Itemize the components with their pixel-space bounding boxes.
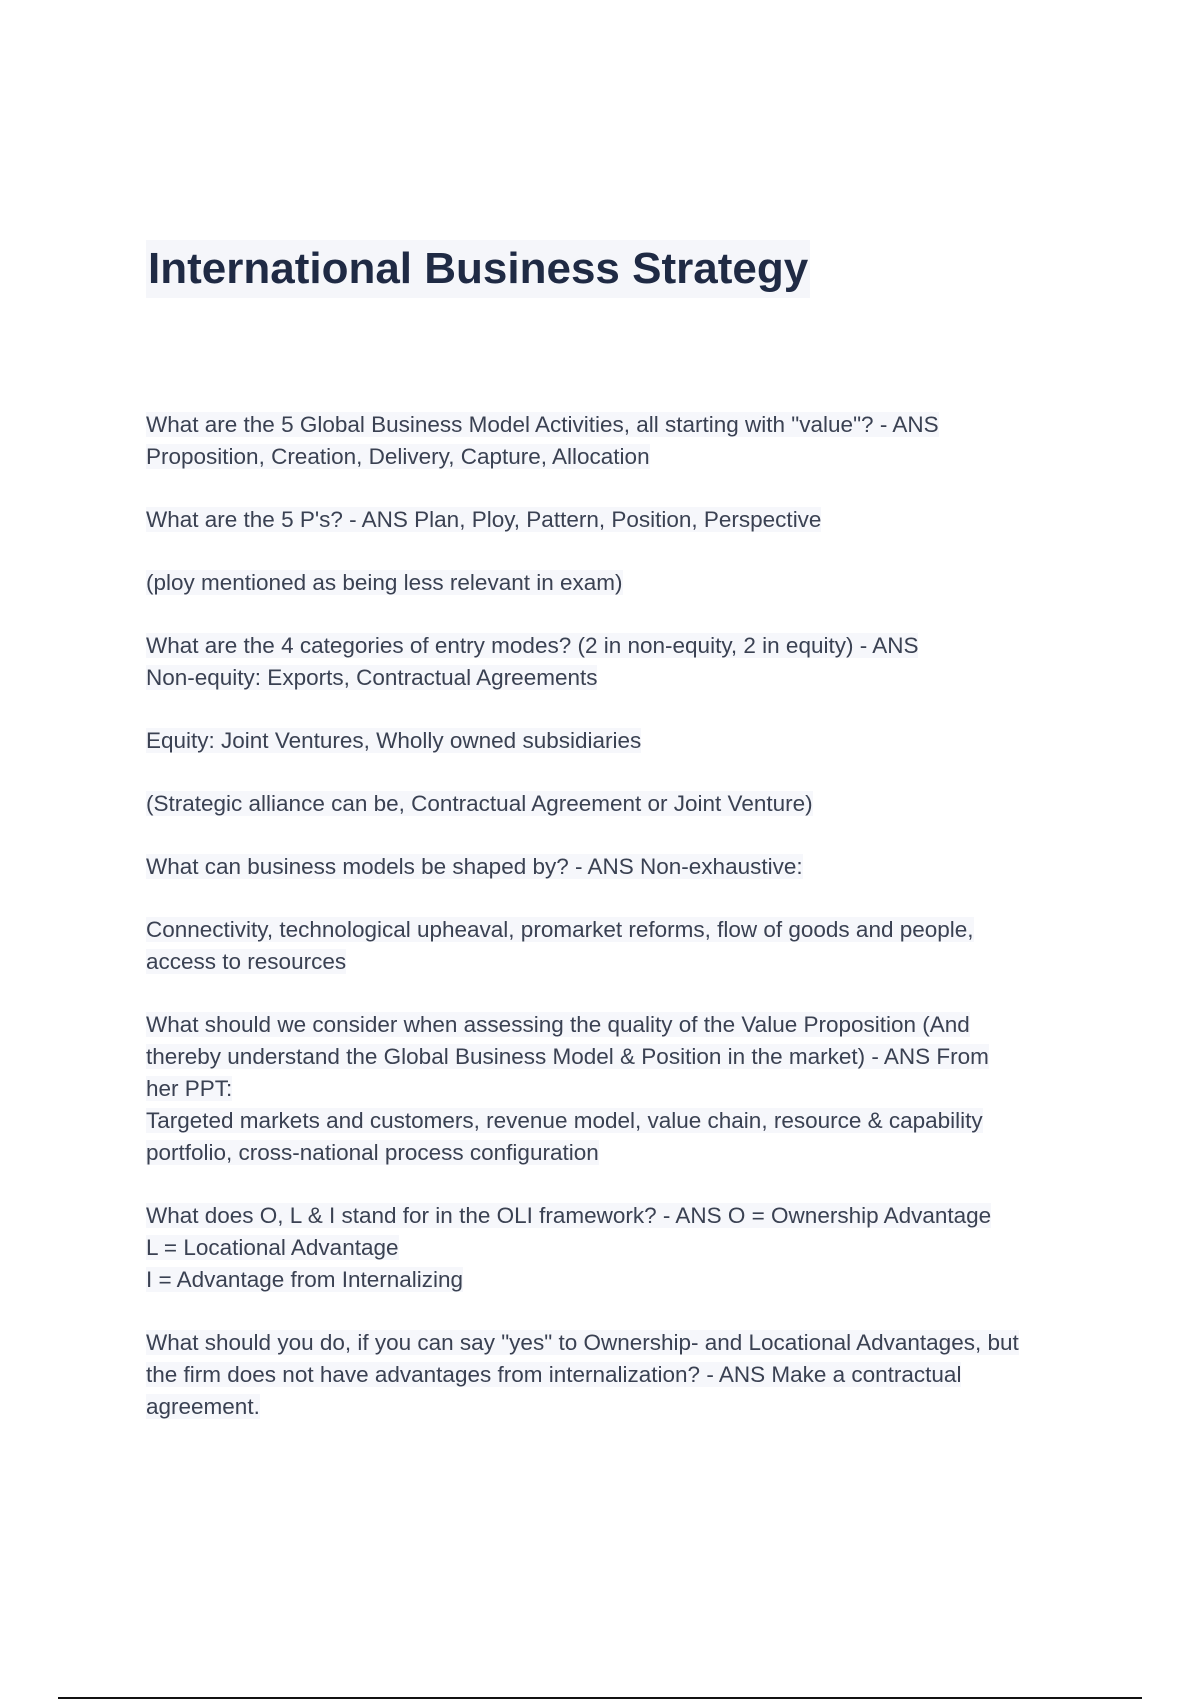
text-line: What are the 4 categories of entry modes? (2 in non-equity, 2 in equity) - ANS (146, 633, 919, 658)
text-line: Equity: Joint Ventures, Wholly owned subsidiaries (146, 728, 642, 753)
text-line: What should you do, if you can say "yes" to Ownership- and Locational Advantages, but (146, 1330, 1019, 1355)
answer-continuation (146, 725, 1096, 757)
document-content (146, 409, 1096, 1454)
text-line: (ploy mentioned as being less relevant in exam) (146, 570, 623, 595)
text-line: Targeted markets and customers, revenue model, value chain, resource & capability (146, 1108, 983, 1133)
document-title: International Business Strategy (146, 240, 810, 298)
qa-item (146, 1200, 1096, 1296)
note-line (146, 567, 1096, 599)
qa-item (146, 504, 1096, 536)
qa-item (146, 409, 1096, 473)
qa-item (146, 1009, 1096, 1169)
text-line: agreement. (146, 1394, 260, 1419)
qa-item (146, 851, 1096, 883)
qa-item (146, 1327, 1096, 1423)
text-line: What are the 5 P's? - ANS Plan, Ploy, Pattern, Position, Perspective (146, 507, 822, 532)
text-line: Non-equity: Exports, Contractual Agreements (146, 665, 598, 690)
text-line: Connectivity, technological upheaval, promarket reforms, flow of goods and people, (146, 917, 974, 942)
text-line: I = Advantage from Internalizing (146, 1267, 464, 1292)
answer-continuation (146, 914, 1096, 978)
text-line: thereby understand the Global Business Model & Position in the market) - ANS From (146, 1044, 989, 1069)
text-line: Proposition, Creation, Delivery, Capture, Allocation (146, 444, 650, 469)
note-line (146, 788, 1096, 820)
text-line: What can business models be shaped by? - ANS Non-exhaustive: (146, 854, 803, 879)
text-line: What should we consider when assessing the quality of the Value Proposition (And (146, 1012, 970, 1037)
text-line: portfolio, cross-national process configuration (146, 1140, 599, 1165)
text-line: L = Locational Advantage (146, 1235, 399, 1260)
text-line: the firm does not have advantages from internalization? - ANS Make a contractual (146, 1362, 962, 1387)
text-line: her PPT: (146, 1076, 233, 1101)
text-line: access to resources (146, 949, 347, 974)
text-line: What does O, L & I stand for in the OLI framework? - ANS O = Ownership Advantage (146, 1203, 992, 1228)
qa-item (146, 630, 1096, 694)
text-line: (Strategic alliance can be, Contractual Agreement or Joint Venture) (146, 791, 813, 816)
text-line: What are the 5 Global Business Model Activities, all starting with "value"? - ANS (146, 412, 939, 437)
footer-rule (58, 1697, 1142, 1699)
